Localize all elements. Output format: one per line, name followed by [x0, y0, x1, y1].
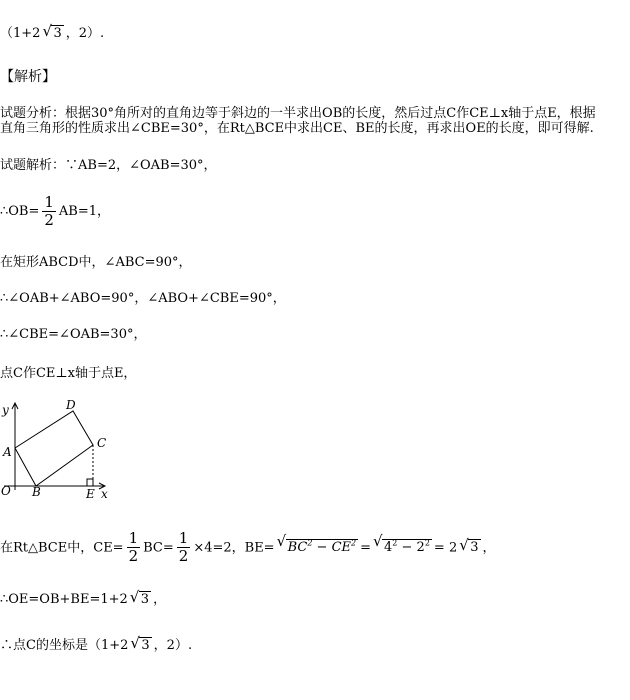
- coordinate-line: ∴点C的坐标是（1+2√ 3 ，2）.: [0, 638, 192, 654]
- answer-line: （1+2√ 3 ，2）.: [0, 26, 104, 42]
- label-d: D: [66, 398, 76, 412]
- sqrt-3: √ 3: [42, 26, 63, 42]
- sqrt-3-be: √ 3: [459, 529, 480, 567]
- rt-triangle-line: 在Rt△BCE中，CE= $\frac{1}{2}$ BC= $\frac{1}{2}$ ×4=2，BE=√ $BC^2 - CE^2$ =√ $4^2 - 2^2 = 2√$ 3 ，: [0, 525, 496, 567]
- label-a: A: [3, 445, 12, 459]
- ob-line: ∴OB= $\frac{1}{2}$ AB=1，: [0, 193, 111, 229]
- label-c: C: [97, 436, 107, 450]
- section-title: 【解析】: [0, 69, 56, 85]
- label-x: x: [101, 487, 108, 501]
- label-e: E: [86, 487, 95, 501]
- sqrt-3-oe: √ 3: [130, 592, 151, 608]
- sqrt-4-2: √ $4^2 - 2^2$: [373, 525, 432, 567]
- label-y: y: [2, 403, 9, 417]
- solution-intro: 试题解析：∵AB=2，∠OAB=30°，: [0, 158, 217, 173]
- oe-line: ∴OE=OB+BE=1+2√ 3 ，: [0, 592, 166, 608]
- fraction-half-2: $\frac{1}{2}$: [178, 529, 189, 566]
- label-o: O: [1, 484, 11, 498]
- rectangle-line: 在矩形ABCD中，∠ABC=90°，: [0, 255, 192, 270]
- angle-equal-line: ∴∠CBE=∠OAB=30°，: [0, 327, 147, 342]
- right-angle-mark: [87, 479, 93, 486]
- angle-sum-line: ∴∠OAB+∠ABO=90°，∠ABO+∠CBE=90°，: [0, 291, 286, 306]
- fraction-half: $\frac{1}{2}$: [44, 193, 54, 229]
- label-b: B: [32, 485, 41, 499]
- rectangle-abcd: [15, 411, 93, 486]
- sqrt-bc-ce: √ $BC^2 - CE^2$: [277, 525, 359, 567]
- geometry-diagram: [0, 398, 130, 502]
- sqrt-3-coord: √ 3: [130, 638, 151, 654]
- perpendicular-line: 点C作CE⊥x轴于点E，: [0, 366, 137, 381]
- analysis-line-1: 试题分析：根据30°角所对的直角边等于斜边的一半求出OB的长度，然后过点C作CE⊥x轴于点E，根据: [0, 106, 596, 121]
- analysis-line-2: 直角三角形的性质求出∠CBE=30°，在Rt△BCE中求出CE、BE的长度，再求出OE的长度，即可得解.: [0, 121, 594, 136]
- fraction-half-1: $\frac{1}{2}$: [128, 529, 139, 566]
